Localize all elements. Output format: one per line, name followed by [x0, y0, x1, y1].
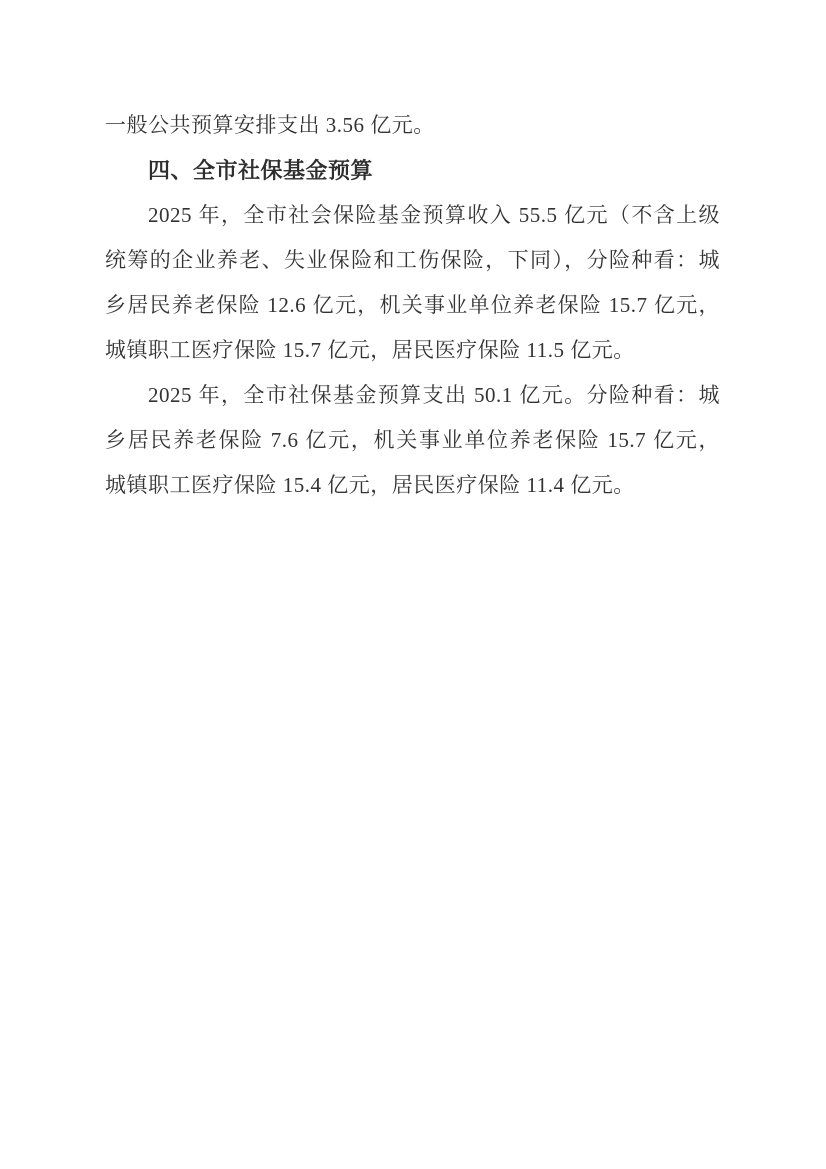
- income-paragraph-line-3: 乡居民养老保险 12.6 亿元，机关事业单位养老保险 15.7 亿元，: [105, 293, 720, 317]
- expense-paragraph-line-1: 2025 年，全市社保基金预算支出 50.1 亿元。分险种看：城: [148, 383, 720, 407]
- expense-paragraph-line-3: 城镇职工医疗保险 15.4 亿元，居民医疗保险 11.4 亿元。: [105, 473, 635, 497]
- document-body: [105, 103, 720, 508]
- expense-paragraph-line-2: 乡居民养老保险 7.6 亿元，机关事业单位养老保险 15.7 亿元，: [105, 428, 720, 452]
- income-paragraph-line-2: 统筹的企业养老、失业保险和工伤保险，下同），分险种看：城: [105, 248, 720, 272]
- income-paragraph-line-1: 2025 年，全市社会保险基金预算收入 55.5 亿元（不含上级: [148, 203, 720, 227]
- section-heading: 四、全市社保基金预算: [148, 158, 374, 183]
- continuation-line: 一般公共预算安排支出 3.56 亿元。: [105, 113, 435, 137]
- income-paragraph-line-4: 城镇职工医疗保险 15.7 亿元，居民医疗保险 11.5 亿元。: [105, 338, 635, 362]
